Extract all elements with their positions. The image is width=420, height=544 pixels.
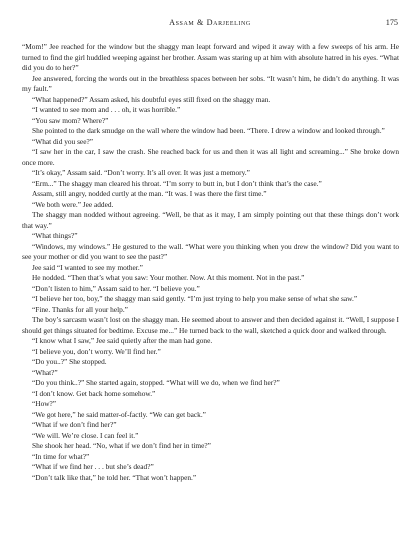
paragraph: “What did you see?”: [32, 136, 93, 146]
paragraph: “I saw her in the car, I saw the crash. She reached back for us and then it was all light and screaming...” She broke down once more.: [22, 147, 399, 167]
paragraph: “I know what I saw,” Jee said quietly after the man had gone.: [32, 336, 213, 345]
paragraph: “Do you..?” She stopped.: [32, 357, 107, 366]
paragraph: “We both were.” Jee added.: [32, 199, 114, 209]
paragraph: “Don’t listen to him,” Assam said to her. “I believe you.”: [32, 283, 200, 293]
running-head: [0, 18, 420, 30]
paragraph: Jee said “I wanted to see my mother.”: [32, 262, 143, 272]
paragraph: “Erm...” The shaggy man cleared his throat. “I’m sorry to butt in, but I don’t think that’s the case.”: [32, 178, 322, 188]
running-head-title: Assam & Darjeeling: [169, 18, 251, 27]
paragraph: “Windows, my windows.” He gestured to the wall. “What were you thinking when you drew the window? Did you want to see your mother or did you want to see the past?”: [22, 241, 399, 261]
paragraph: “What if we don’t find her?”: [32, 420, 117, 429]
paragraph: “We got here,” he said matter-of-factly. “We can get back.”: [32, 409, 206, 419]
paragraph: Jee answered, forcing the words out in the breathless spaces between her sobs. “It wasn’t him, he didn’t do anything. It was my fault.”: [22, 73, 399, 93]
page-number: 175: [385, 18, 398, 27]
paragraph: Assam, still angry, nodded curtly at the man. “It was. I was there the first time.”: [32, 189, 267, 198]
paragraph: She shook her head. “No, what if we don’t find her in time?”: [32, 441, 211, 450]
paragraph: The shaggy man nodded without agreeing. “Well, be that as it may, I am simply pointing out that these things don’t work that way.”: [22, 210, 399, 230]
paragraph: “We will. We’re close. I can feel it.”: [32, 430, 139, 440]
paragraph: “Do you think..?” She started again, stopped. “What will we do, when we find her?”: [32, 378, 280, 387]
paragraph: “What happened?” Assam asked, his doubtful eyes still fixed on the shaggy man.: [32, 94, 271, 104]
paragraph: “What?”: [32, 367, 58, 377]
paragraph: “I believe you, don’t worry. We’ll find her.”: [32, 346, 161, 356]
paragraph: The boy’s sarcasm wasn’t lost on the shaggy man. He seemed about to answer and then decided against it. “Well, I suppose I should get things situated for bedtime. Excuse me...” He turned back to the wall, sketched a quick door and walked through.: [22, 315, 399, 335]
paragraph: “How?”: [32, 399, 57, 408]
paragraph: “What things?”: [32, 231, 78, 240]
paragraph: “In time for what?”: [32, 451, 90, 461]
paragraph: “I believe her too, boy,” the shaggy man said gently. “I’m just trying to help you make sense of what she saw.”: [32, 294, 358, 303]
paragraph: “Fine. Thanks for all your help.”: [32, 304, 128, 314]
paragraph: “I don’t know. Get back home somehow.”: [32, 388, 156, 398]
paragraph: “Mom!” Jee reached for the window but the shaggy man leapt forward and wiped it away with a few sweeps of his arm. He turned to find the girl huddled weeping against her brother. Assam was staring up at him with absolute hatred in his eyes. “What did you do to her?”: [22, 42, 399, 72]
paragraph: “What if we find her . . . but she’s dead?”: [32, 462, 154, 471]
paragraph: “Don’t talk like that,” he told her. “That won’t happen.”: [32, 472, 197, 482]
paragraph: “You saw mom? Where?”: [32, 115, 109, 125]
paragraph: He nodded. “Then that’s what you saw: Your mother. Now. At this moment. Not in the past.”: [32, 273, 305, 282]
body-text: [22, 42, 399, 483]
paragraph: “It’s okay,” Assam said. “Don’t worry. It’s all over. It was just a memory.”: [32, 168, 250, 177]
paragraph: She pointed to the dark smudge on the wall where the window had been. “There. I drew a window and looked through.”: [32, 126, 385, 135]
paragraph: “I wanted to see mom and . . . oh, it was horrible.”: [32, 105, 181, 114]
